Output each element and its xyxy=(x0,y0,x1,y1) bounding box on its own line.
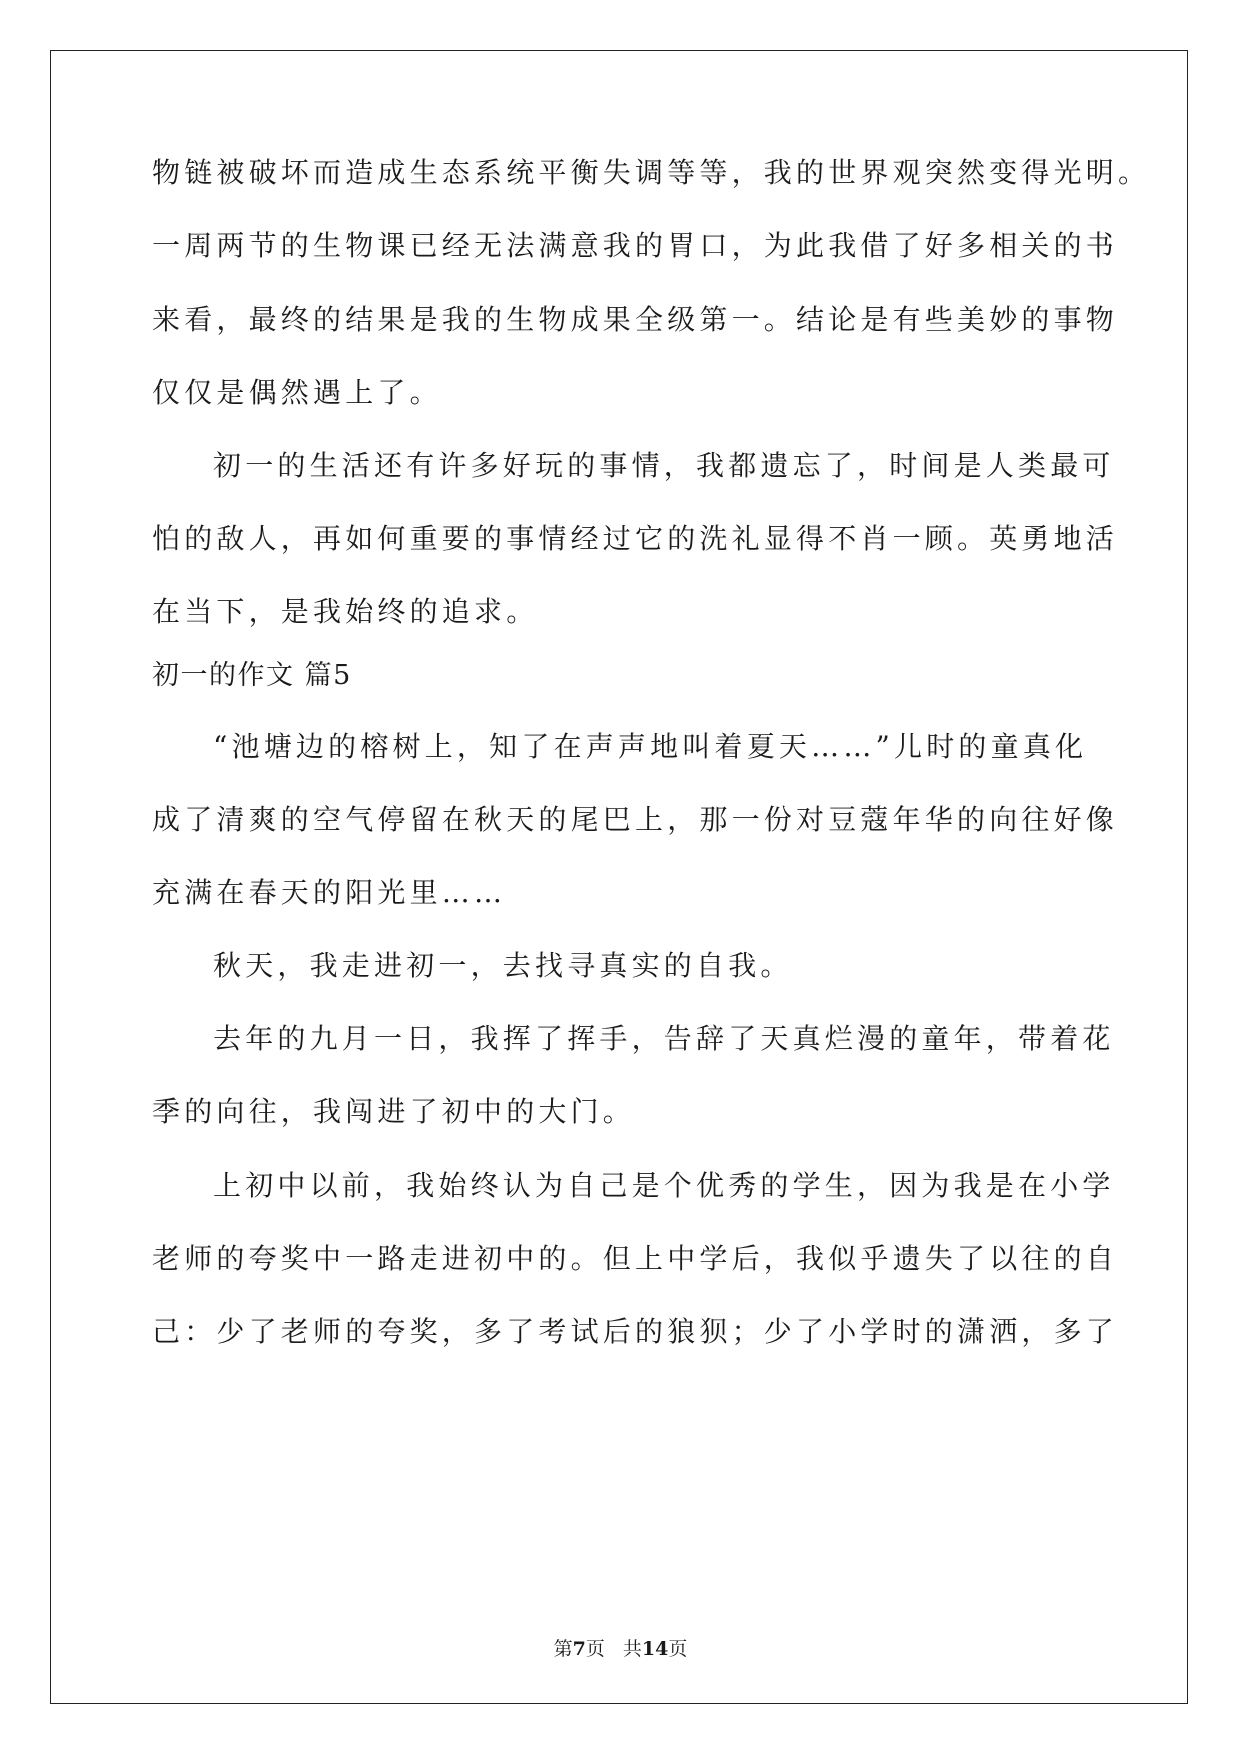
page-footer xyxy=(0,1636,1241,1662)
text-line: 成了清爽的空气停留在秋天的尾巴上，那一份对豆蔻年华的向往好像 xyxy=(152,803,1119,836)
text-line: 怕的敌人，再如何重要的事情经过它的洗礼显得不肖一顾。英勇地活 xyxy=(152,522,1119,555)
text-line: 在当下，是我始终的追求。 xyxy=(152,595,539,628)
text-line: 来看，最终的结果是我的生物成果全级第一。结论是有些美妙的事物 xyxy=(152,303,1119,336)
text-line: 一周两节的生物课已经无法满意我的胃口，为此我借了好多相关的书 xyxy=(152,229,1119,262)
page-number: 第7页 xyxy=(553,1638,605,1660)
text-line: 秋天，我走进初一，去找寻真实的自我。 xyxy=(213,949,793,982)
text-line: 初一的生活还有许多好玩的事情，我都遗忘了，时间是人类最可 xyxy=(213,449,1115,482)
text-line: 老师的夸奖中一路走进初中的。但上中学后，我似乎遗失了以往的自 xyxy=(152,1242,1119,1275)
text-line: “池塘边的榕树上，知了在声声地叫着夏天……”儿时的童真化 xyxy=(213,730,1088,763)
section-heading: 初一的作文 篇5 xyxy=(152,660,352,691)
text-line: 去年的九月一日，我挥了挥手，告辞了天真烂漫的童年，带着花 xyxy=(213,1022,1115,1055)
text-line: 仅仅是偶然遇上了。 xyxy=(152,376,442,409)
text-line: 上初中以前，我始终认为自己是个优秀的学生，因为我是在小学 xyxy=(213,1169,1115,1202)
text-line: 充满在春天的阳光里…… xyxy=(152,876,507,909)
text-line: 季的向往，我闯进了初中的大门。 xyxy=(152,1095,636,1128)
page-total: 共14页 xyxy=(622,1638,688,1660)
text-line: 物链被破坏而造成生态系统平衡失调等等，我的世界观突然变得光明。 xyxy=(152,156,1151,189)
text-line: 己：少了老师的夸奖，多了考试后的狼狈；少了小学时的潇洒，多了 xyxy=(152,1315,1119,1348)
